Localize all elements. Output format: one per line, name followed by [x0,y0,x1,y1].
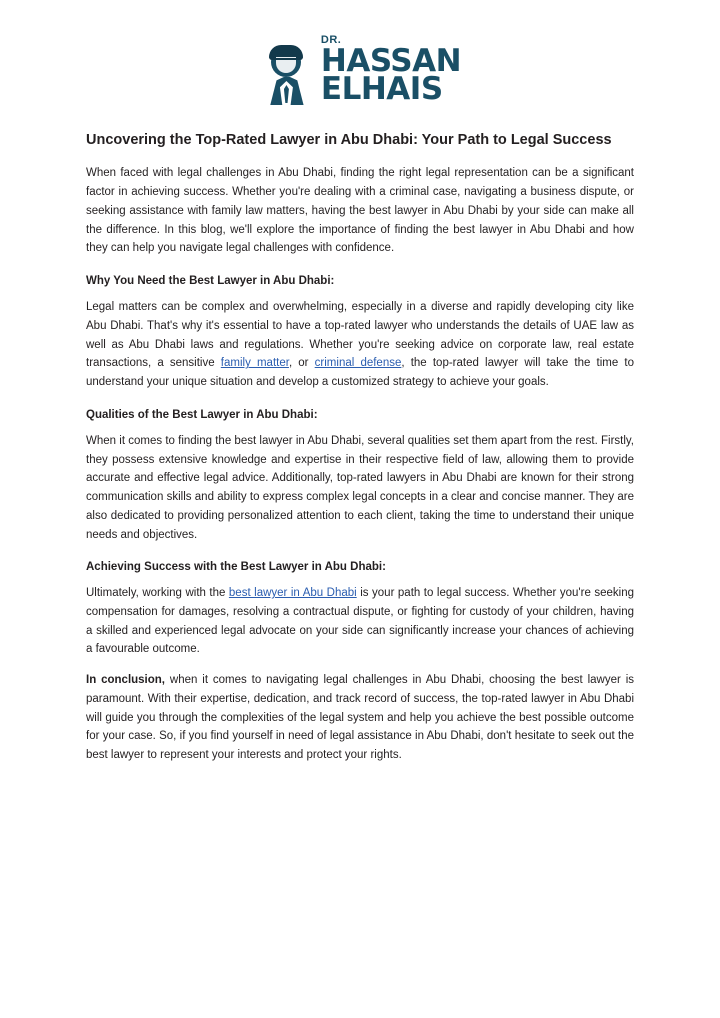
brand-logo [259,33,462,108]
logo-wordmark [320,33,462,108]
conclusion-lead: In conclusion, [86,674,165,687]
link-best-lawyer-abu-dhabi[interactable]: best lawyer in Abu Dhabi [228,587,357,600]
link-criminal-defense[interactable]: criminal defense [314,357,402,370]
why-text-part2: , or [288,357,315,370]
why-text-part3: , the top-rated lawyer will take the time to understand your unique situation and develop a customized strategy to achieve your goals. [86,357,635,389]
logo-prefix: DR. [320,33,342,46]
section-heading-why: Why You Need the Best Lawyer in Abu Dhabi: [86,275,335,288]
logo-header [86,0,634,108]
achieving-text-part2: is your path to legal success. Whether you're seeking compensation for damages, resolving a contractual dispute, or fighting for custody of your children, having a skilled and experienced legal advocate on your side can significantly increase your chances of achieving a favourable outcome. [86,587,634,656]
logo-first-name: HASSAN [320,42,462,79]
why-text-part1: Legal matters can be complex and overwhelming, especially in a diverse and rapidly developing city like Abu Dhabi. That's why it's essential to have a top-rated lawyer who understands the details of UAE law as well as Abu Dhabi laws and regulations. Whether you're seeking advice on corporate law, real estate transactions, a sensitive [86,301,634,370]
logo-last-name: ELHAIS [320,71,443,108]
conclusion-paragraph [86,671,634,765]
page-title: Uncovering the Top-Rated Lawyer in Abu Dhabi: Your Path to Legal Success [86,132,612,148]
link-family-matter[interactable]: family matter [220,357,289,370]
document-content [86,0,634,765]
lawyer-portrait-icon [259,43,315,105]
conclusion-text: when it comes to navigating legal challenges in Abu Dhabi, choosing the best lawyer is paramount. With their expertise, dedication, and track record of success, the top-rated lawyer in Abu Dhabi will guide you through the complexities of the legal system and help you achieve the best possible outcome for your case. So, if you find yourself in need of legal assistance in Abu Dhabi, don't hesitate to seek out the best lawyer to represent your interests and protect your rights. [86,674,634,762]
section-paragraph-why [86,298,634,392]
section-heading-qualities: Qualities of the Best Lawyer in Abu Dhabi: [86,408,318,421]
section-paragraph-qualities: When it comes to finding the best lawyer in Abu Dhabi, several qualities set them apart from the rest. Firstly, they possess extensive knowledge and expertise in their respective field of law, allowing them to provide accurate and effective legal advice. Additionally, top-rated lawyers in Abu Dhabi are known for their strong communication skills and ability to express complex legal concepts in a clear and concise manner. They are also dedicated to providing personalized attention to each client, taking the time to understand their unique needs and objectives. [86,434,634,541]
section-heading-achieving: Achieving Success with the Best Lawyer in Abu Dhabi: [86,561,386,574]
section-paragraph-achieving [86,584,634,659]
intro-paragraph: When faced with legal challenges in Abu Dhabi, finding the right legal representation can be a significant factor in achieving success. Whether you're dealing with a criminal case, navigating a business dispute, or seeking assistance with family law matters, having the best lawyer in Abu Dhabi by your side can make all the difference. In this blog, we'll explore the importance of finding the best lawyer in Abu Dhabi and how they can help you navigate legal challenges with confidence. [86,167,634,255]
achieving-text-part1: Ultimately, working with the [86,587,229,600]
